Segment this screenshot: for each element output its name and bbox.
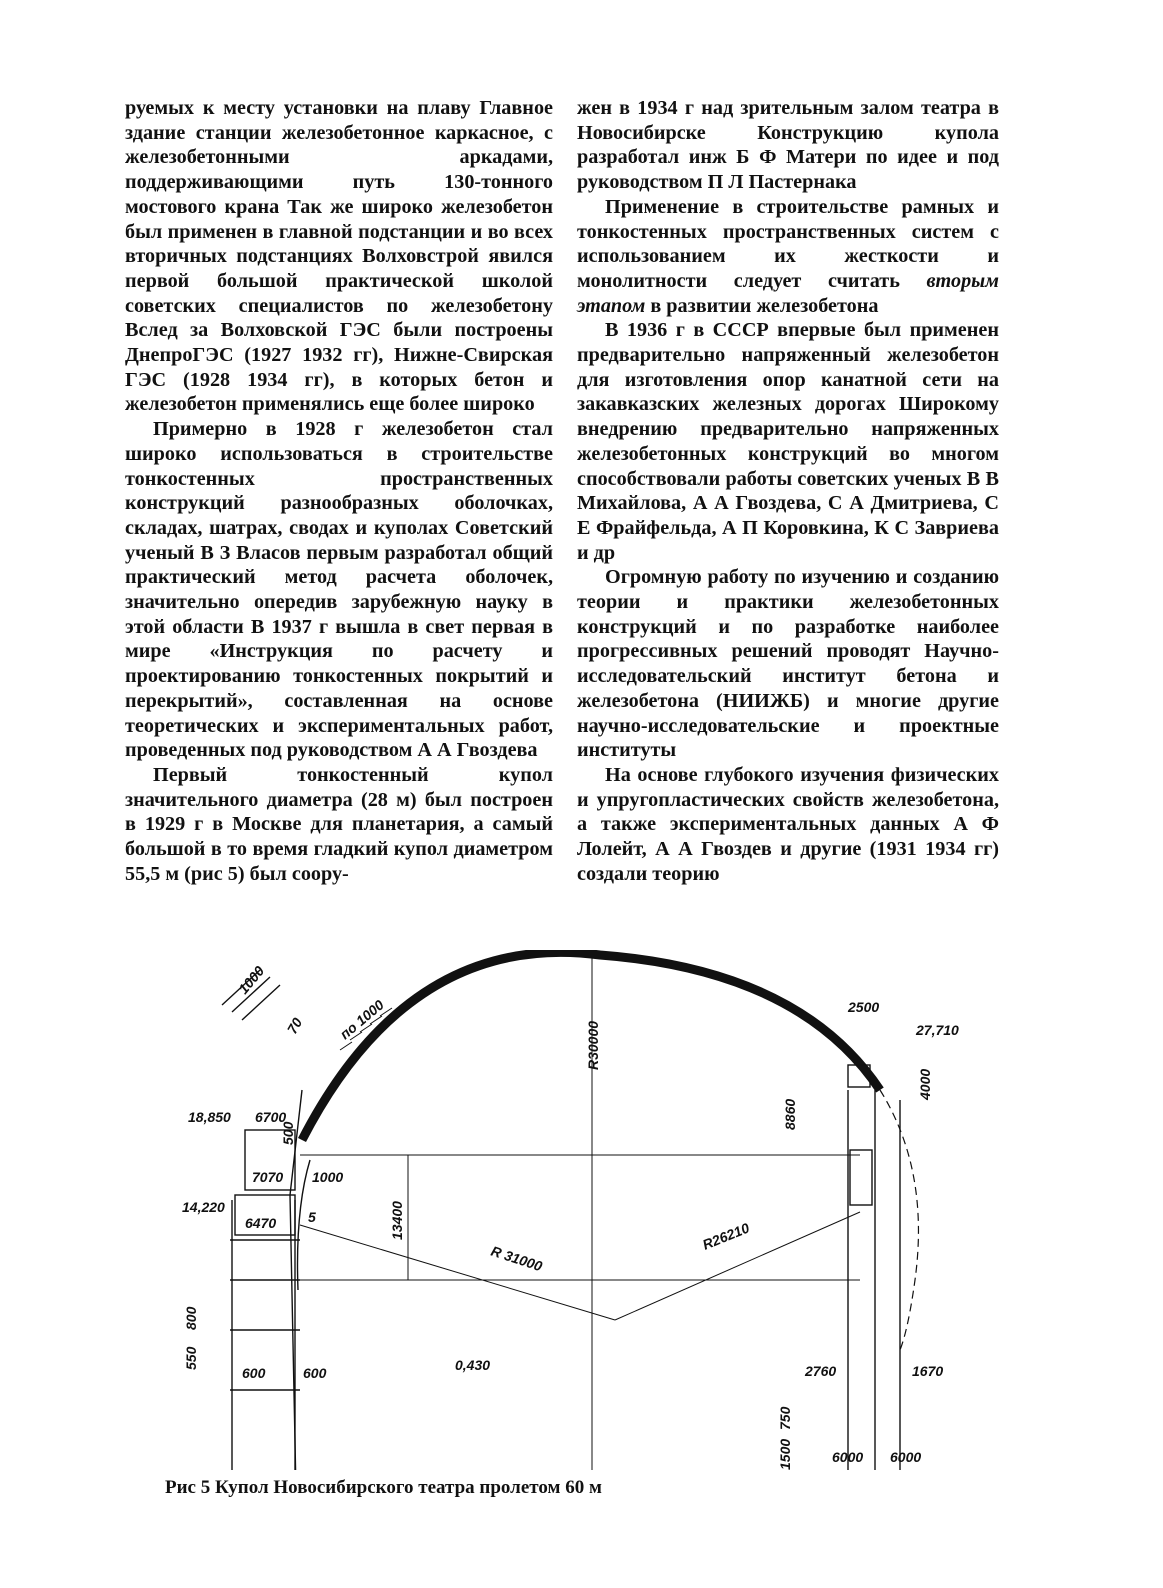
label-r26210: R26210	[700, 1219, 752, 1253]
left-paragraph-3: Первый тонкостенный купол значительного диаметра (28 м) был построен в 1929 г в Москве для планетария, а самый большой в то время гладкий купол диаметром 55,5 м (рис 5) был соору-	[125, 763, 553, 885]
label-1000: 1000	[312, 1169, 344, 1185]
label-550: 550	[183, 1346, 199, 1370]
label-500: 500	[280, 1121, 296, 1145]
dome-dashed-right	[880, 1090, 918, 1350]
right-paragraph-2-tail: в развитии железобетона	[645, 294, 879, 317]
right-column	[577, 96, 999, 887]
radius-31000	[300, 1225, 615, 1320]
left-paragraph-2: Примерно в 1928 г железобетон стал широко использоваться в строительстве тонкостенных пространственных конструкций разнообразных оболочках, складах, шатрах, сводах и куполах Советский ученый В З Власов первым разработал общий практический метод расчета оболочек, значительно опередив зарубежную науку в этой области В 1937 г вышла в свет первая в мире «Инструкция по расчету и проектированию тонкостенных покрытий и перекрытий», составленная на основе теоретических и экспериментальных работ, проведенных под руководством А А Гвоздева	[125, 418, 553, 762]
label-70: 70	[283, 1015, 306, 1037]
label-600-b: 600	[303, 1365, 327, 1381]
dome-drawing	[160, 950, 1010, 1470]
right-paragraph-2	[577, 195, 999, 319]
label-r30000: R30000	[585, 1020, 601, 1070]
left-rib-curve	[298, 1160, 311, 1290]
label-2760: 2760	[805, 1363, 837, 1379]
label-po-1000: по 1000	[336, 996, 387, 1043]
label-1500: 1500	[777, 1438, 793, 1470]
label-r31000: R 31000	[489, 1242, 545, 1275]
label-600-a: 600	[242, 1365, 266, 1381]
label-27710: 27,710	[916, 1022, 959, 1038]
label-800: 800	[183, 1306, 199, 1330]
label-5: 5	[308, 1209, 316, 1225]
right-paragraph-3: В 1936 г в СССР впервые был применен предварительно напряженный железобетон для изготовления опор канатной сети на закавказских железных дорогах Широкому внедрению предварительно напряженных железобетонных конструкций во многом способствовали работы советских ученых В В Михайлова, А А Гвоздева, С А Дмитриева, С Е Фрайфельда, А П Коровкина, К С Завриева и др	[577, 319, 999, 564]
label-6470: 6470	[245, 1215, 277, 1231]
right-paragraph-2-text: Применение в строительстве рамных и тонкостенных пространственных систем с использованием их жесткости и монолитности следует считать	[577, 195, 999, 292]
label-0430: 0,430	[455, 1357, 491, 1373]
label-6000-b: 6000	[890, 1449, 922, 1465]
dome-drawing-svg	[160, 950, 1010, 1470]
label-6000-a: 6000	[832, 1449, 864, 1465]
right-tower	[848, 1065, 900, 1470]
label-750: 750	[777, 1406, 793, 1430]
label-2500: 2500	[848, 999, 880, 1015]
label-18850: 18,850	[188, 1109, 231, 1125]
label-7070: 7070	[252, 1169, 284, 1185]
label-1000-detail: 1000	[235, 962, 268, 997]
left-paragraph-1: руемых к месту установки на плаву Главное здание станции железобетонное каркасное, с железобетонными аркадами, поддерживающими путь 130-тонного мостового крана Так же широко железобетон был применен в главной подстанции и во всех вторичных подстанциях Волховстрой явился первой большой практической школой советских специалистов по железобетону Вслед за Волховской ГЭС были построены ДнепроГЭС (1927 1932 гг), Нижне-Свирская ГЭС (1928 1934 гг), в которых бетон и железобетон применялись еще более широко	[125, 97, 553, 416]
label-13400: 13400	[389, 1201, 405, 1240]
figure-caption: Рис 5 Купол Новосибирского театра пролетом 60 м	[165, 1477, 602, 1498]
emphasis-second-stage: вторым этапом	[577, 269, 999, 317]
label-14220: 14,220	[182, 1199, 225, 1215]
label-4000: 4000	[917, 1068, 933, 1100]
label-6700: 6700	[255, 1109, 287, 1125]
right-paragraph-4: Огромную работу по изучению и созданию теории и практики железобетонных конструкций и по разработке наиболее прогрессивных решений проводят Научно-исследовательский институт бетона и железобетона (НИИЖБ) и многие другие научно-исследовательские и проектные институты	[577, 566, 999, 762]
right-paragraph-1: жен в 1934 г над зрительным залом театра в Новосибирске Конструкцию купола разработал инж Б Ф Матери по идее и под руководством П Л Пастернака	[577, 97, 999, 194]
label-8860: 8860	[782, 1098, 798, 1130]
left-column	[125, 96, 553, 887]
label-1670: 1670	[912, 1363, 944, 1379]
right-paragraph-5: На основе глубокого изучения физических и упругопластических свойств железобетона, а также экспериментальных данных А Ф Лолейт, А А Гвоздев и другие (1931 1934 гг) создали теорию	[577, 763, 999, 885]
